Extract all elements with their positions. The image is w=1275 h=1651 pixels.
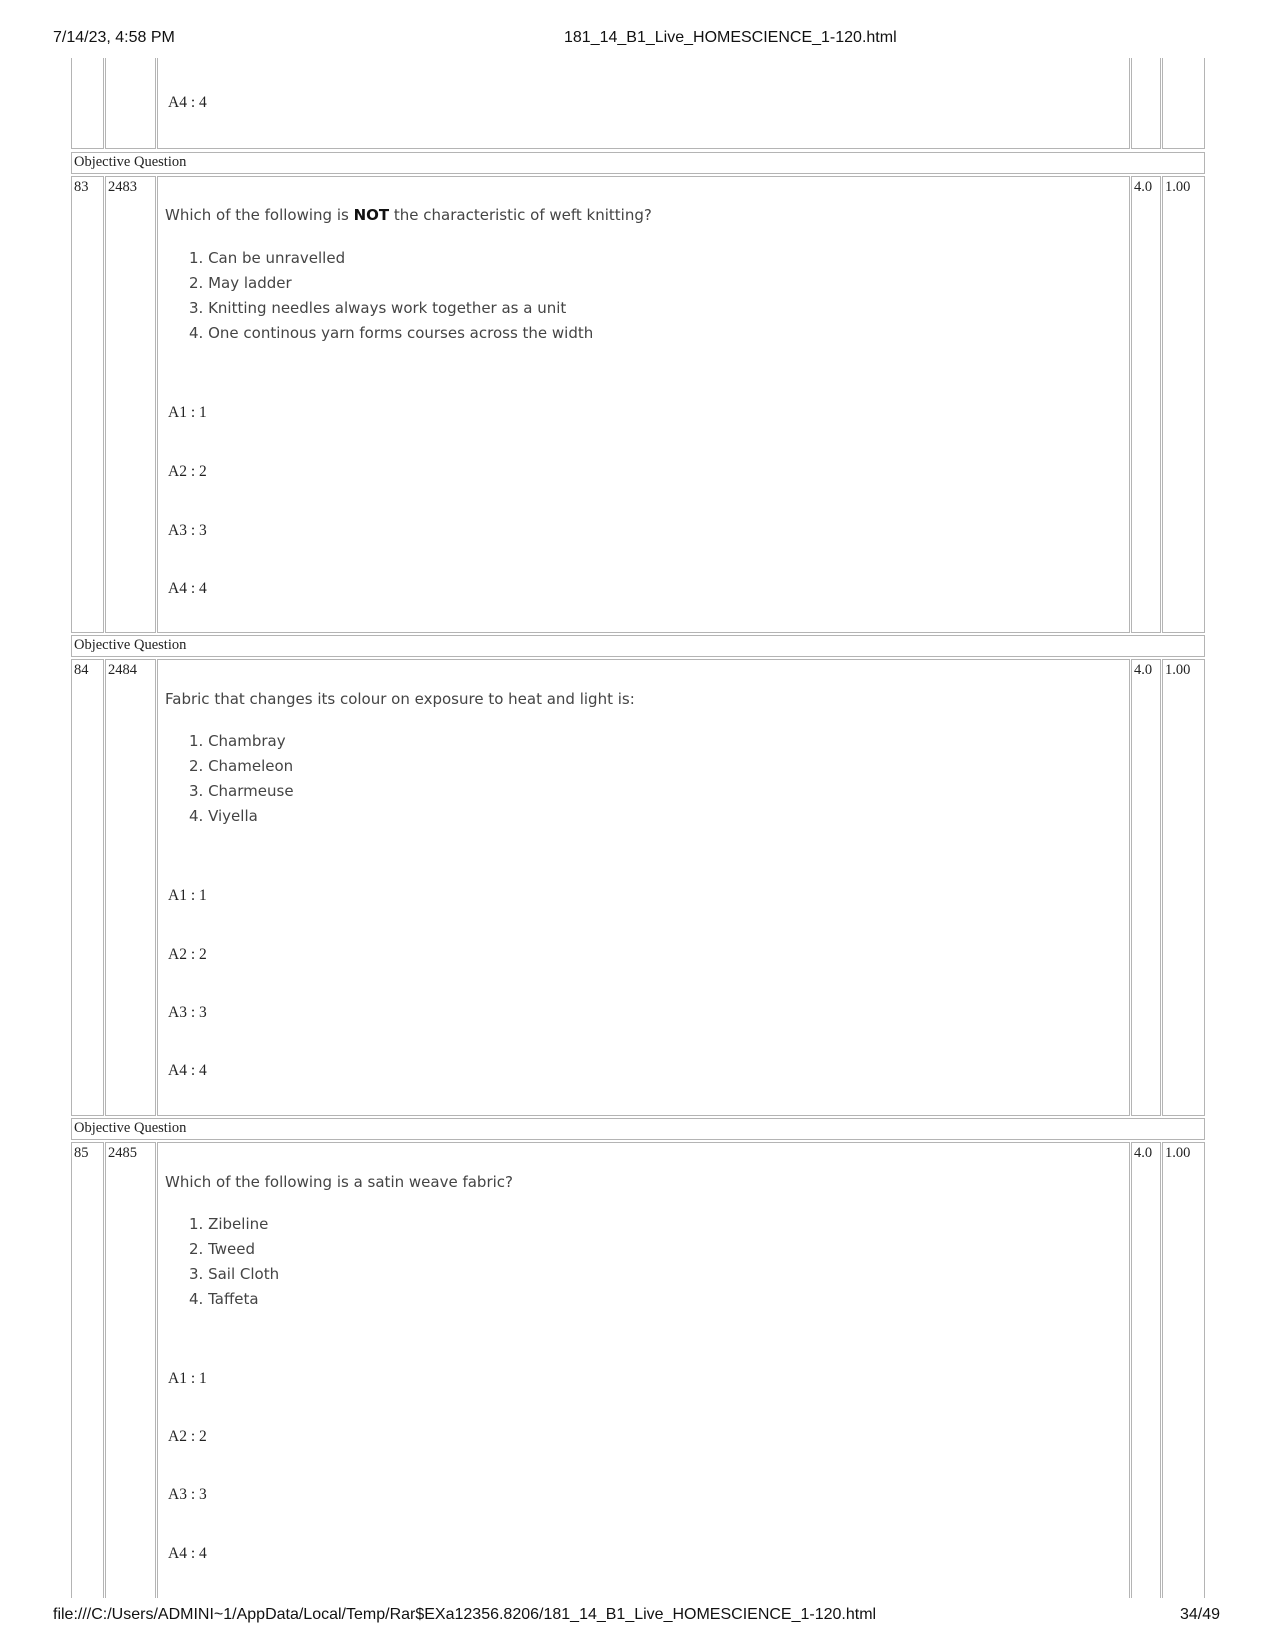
question-id: 2483 bbox=[105, 176, 156, 633]
answer-option: A2 : 2 bbox=[168, 463, 207, 480]
option-item: 3. Knitting needles always work together as a unit bbox=[189, 299, 567, 317]
marks-value: 4.0 bbox=[1131, 1142, 1161, 1598]
option-item: 1. Can be unravelled bbox=[189, 249, 346, 267]
answer-option: A2 : 2 bbox=[168, 1428, 207, 1445]
question-cell bbox=[157, 1142, 1130, 1598]
option-item: 2. May ladder bbox=[189, 274, 292, 292]
option-list bbox=[189, 729, 294, 829]
negative-marks-value: 1.00 bbox=[1162, 176, 1205, 633]
answer-option: A1 : 1 bbox=[168, 404, 207, 421]
answer-option: A4 : 4 bbox=[168, 1062, 207, 1079]
option-list bbox=[189, 1212, 279, 1312]
option-item: 1. Chambray bbox=[189, 732, 286, 750]
section-label: Objective Question bbox=[71, 635, 1205, 657]
marks-value: 4.0 bbox=[1131, 176, 1161, 633]
option-item: 2. Tweed bbox=[189, 1240, 256, 1258]
answer-option: A3 : 3 bbox=[168, 1004, 207, 1021]
question-emphasis: NOT bbox=[353, 206, 390, 224]
option-item: 3. Charmeuse bbox=[189, 782, 294, 800]
question-text: Which of the following is NOT the characteristic of weft knitting? bbox=[165, 206, 652, 224]
negative-cell bbox=[1162, 58, 1205, 149]
question-id: 2484 bbox=[105, 659, 156, 1116]
page-number: 34/49 bbox=[1180, 1606, 1221, 1623]
option-item: 3. Sail Cloth bbox=[189, 1265, 280, 1283]
question-cell bbox=[157, 58, 1130, 149]
answer-option: A4 : 4 bbox=[168, 1545, 207, 1562]
file-path-link[interactable]: file:///C:/Users/ADMINI~1/AppData/Local/Temp/Rar$EXa12356.8206/181_14_B1_Live_HOMESCIENCE_1-120.html bbox=[53, 1606, 877, 1623]
answer-option: A1 : 1 bbox=[168, 887, 207, 904]
question-number: 85 bbox=[71, 1142, 104, 1598]
print-datetime: 7/14/23, 4:58 PM bbox=[53, 29, 175, 46]
question-text: Which of the following is a satin weave fabric? bbox=[165, 1173, 513, 1191]
section-label: Objective Question bbox=[71, 152, 1205, 174]
question-number: 84 bbox=[71, 659, 104, 1116]
answer-option: A4 : 4 bbox=[168, 94, 207, 111]
answer-option: A4 : 4 bbox=[168, 580, 207, 597]
sno-cell bbox=[71, 58, 104, 149]
option-item: 4. Taffeta bbox=[189, 1290, 259, 1308]
section-label: Objective Question bbox=[71, 1118, 1205, 1140]
option-list bbox=[189, 246, 593, 346]
question-id: 2485 bbox=[105, 1142, 156, 1598]
question-cell bbox=[157, 659, 1130, 1116]
answer-option: A3 : 3 bbox=[168, 1486, 207, 1503]
option-item: 4. Viyella bbox=[189, 807, 258, 825]
question-cell bbox=[157, 176, 1130, 633]
negative-marks-value: 1.00 bbox=[1162, 1142, 1205, 1598]
question-text: Fabric that changes its colour on exposure to heat and light is: bbox=[165, 690, 635, 708]
option-item: 4. One continous yarn forms courses across the width bbox=[189, 324, 594, 342]
marks-value: 4.0 bbox=[1131, 659, 1161, 1116]
option-item: 2. Chameleon bbox=[189, 757, 294, 775]
answer-option: A1 : 1 bbox=[168, 1370, 207, 1387]
question-number: 83 bbox=[71, 176, 104, 633]
marks-cell bbox=[1131, 58, 1161, 149]
negative-marks-value: 1.00 bbox=[1162, 659, 1205, 1116]
answer-option: A3 : 3 bbox=[168, 522, 207, 539]
answer-option: A2 : 2 bbox=[168, 946, 207, 963]
document-title: 181_14_B1_Live_HOMESCIENCE_1-120.html bbox=[564, 29, 897, 46]
qid-cell bbox=[105, 58, 156, 149]
option-item: 1. Zibeline bbox=[189, 1215, 269, 1233]
